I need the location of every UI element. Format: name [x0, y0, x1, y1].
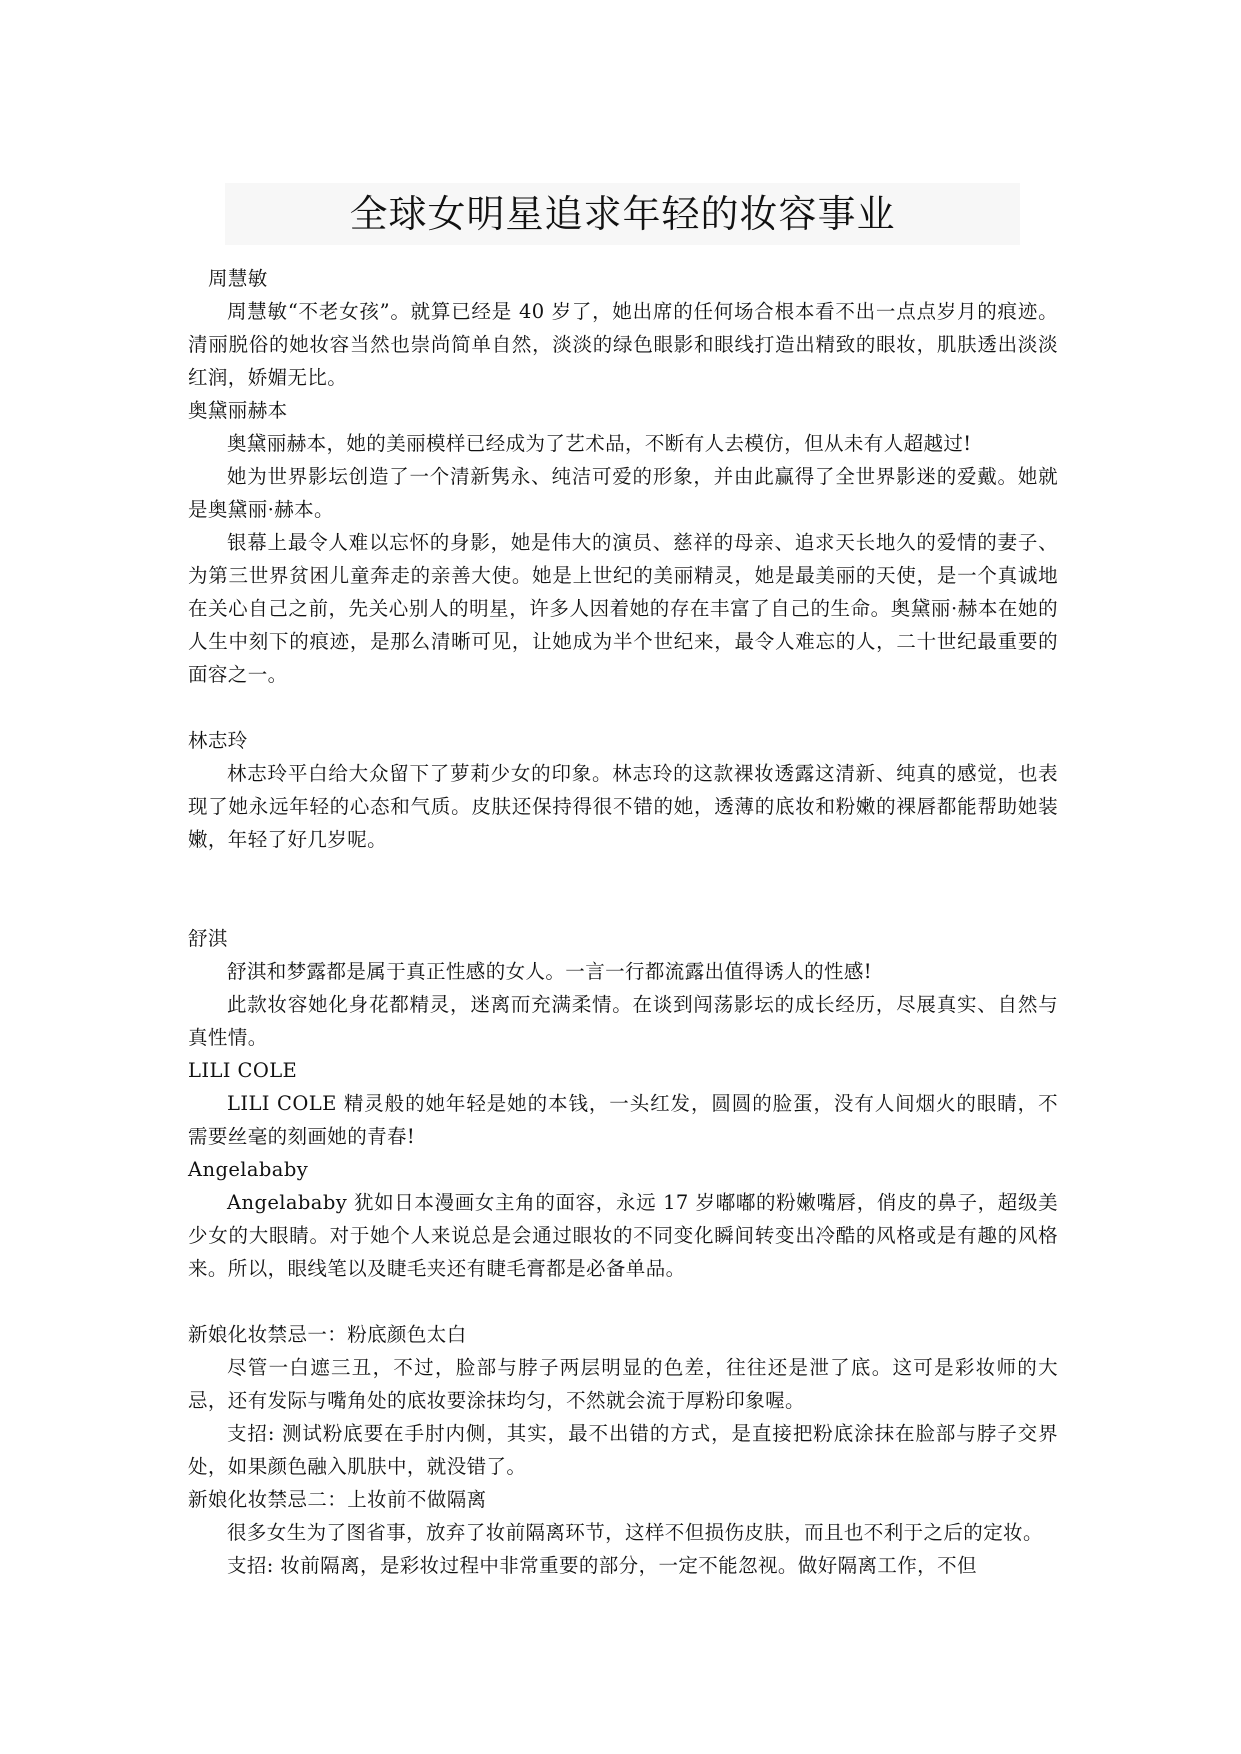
- body-paragraph: 支招: 妆前隔离，是彩妆过程中非常重要的部分，一定不能忽视。做好隔离工作，不但: [227, 1554, 977, 1577]
- body-paragraph: LILI COLE 精灵般的她年轻是她的本钱，一头红发，圆圆的脸蛋，没有人间烟火的眼睛，不需要丝毫的刻画她的青春!: [188, 1092, 1058, 1148]
- body-paragraph: 周慧敏“不老女孩”。就算已经是 40 岁了，她出席的任何场合根本看不出一点点岁月的痕迹。清丽脱俗的她妆容当然也崇尚简单自然，淡淡的绿色眼影和眼线打造出精致的眼妆，肌肤透出淡淡红润，娇媚无比。: [188, 300, 1058, 389]
- document-body: [188, 262, 1058, 1582]
- section-heading: 新娘化妆禁忌一：粉底颜色太白: [188, 1323, 467, 1346]
- body-paragraph: 林志玲平白给大众留下了萝莉少女的印象。林志玲的这款裸妆透露这清新、纯真的感觉，也表现了她永远年轻的心态和气质。皮肤还保持得很不错的她，透薄的底妆和粉嫩的裸唇都能帮助她装嫩，年轻了好几岁呢。: [188, 762, 1058, 851]
- section-heading: 林志玲: [188, 729, 248, 752]
- body-paragraph: 尽管一白遮三丑，不过，脸部与脖子两层明显的色差，往往还是泄了底。这可是彩妆师的大忌，还有发际与嘴角处的底妆要涂抹均匀，不然就会流于厚粉印象喔。: [188, 1356, 1058, 1412]
- section-lili-cole: [188, 1054, 1058, 1153]
- section-heading: 周慧敏: [208, 267, 268, 290]
- body-paragraph: 很多女生为了图省事，放弃了妆前隔离环节，这样不但损伤皮肤，而且也不利于之后的定妆。: [227, 1521, 1043, 1544]
- section-bridal-taboo-2: [188, 1483, 1058, 1582]
- title-band: [225, 183, 1020, 245]
- section-heading: LILI COLE: [188, 1059, 298, 1082]
- section-zhou-huimin: [188, 262, 1058, 394]
- section-heading: 新娘化妆禁忌二：上妆前不做隔离: [188, 1488, 487, 1511]
- section-heading: 舒淇: [188, 927, 228, 950]
- blank-lines: [188, 856, 1058, 922]
- body-paragraph: 奥黛丽赫本，她的美丽模样已经成为了艺术品，不断有人去模仿，但从未有人超越过!: [227, 432, 972, 455]
- section-shu-qi: [188, 922, 1058, 1054]
- section-heading: Angelababy: [188, 1158, 309, 1181]
- blank-line: [188, 1285, 1058, 1318]
- body-paragraph: Angelababy 犹如日本漫画女主角的面容，永远 17 岁嘟嘟的粉嫩嘴唇，俏皮的鼻子，超级美少女的大眼睛。对于她个人来说总是会通过眼妆的不同变化瞬间转变出冷酷的风格或是有趣的风格来。所以，眼线笔以及睫毛夹还有睫毛膏都是必备单品。: [188, 1191, 1058, 1280]
- section-heading: 奥黛丽赫本: [188, 399, 288, 422]
- document-title: 全球女明星追求年轻的妆容事业: [349, 192, 896, 236]
- section-angelababy: [188, 1153, 1058, 1285]
- body-paragraph: 此款妆容她化身花都精灵，迷离而充满柔情。在谈到闯荡影坛的成长经历，尽展真实、自然与真性情。: [188, 993, 1058, 1049]
- body-paragraph: 支招: 测试粉底要在手肘内侧，其实，最不出错的方式，是直接把粉底涂抹在脸部与脖子交界处，如果颜色融入肌肤中，就没错了。: [188, 1422, 1058, 1478]
- blank-line: [188, 691, 1058, 724]
- section-lin-chiling: [188, 724, 1058, 856]
- body-paragraph: 舒淇和梦露都是属于真正性感的女人。一言一行都流露出值得诱人的性感!: [227, 960, 873, 983]
- body-paragraph: 她为世界影坛创造了一个清新隽永、纯洁可爱的形象，并由此赢得了全世界影迷的爱戴。她就是奥黛丽·赫本。: [188, 465, 1058, 521]
- body-paragraph: 银幕上最令人难以忘怀的身影，她是伟大的演员、慈祥的母亲、追求天长地久的爱情的妻子、为第三世界贫困儿童奔走的亲善大使。她是上世纪的美丽精灵，她是最美丽的天使，是一个真诚地在关心自己之前，先关心别人的明星，许多人因着她的存在丰富了自己的生命。奥黛丽·赫本在她的人生中刻下的痕迹，是那么清晰可见，让她成为半个世纪来，最令人难忘的人，二十世纪最重要的面容之一。: [188, 531, 1058, 686]
- section-audrey-hepburn: [188, 394, 1058, 691]
- section-bridal-taboo-1: [188, 1318, 1058, 1483]
